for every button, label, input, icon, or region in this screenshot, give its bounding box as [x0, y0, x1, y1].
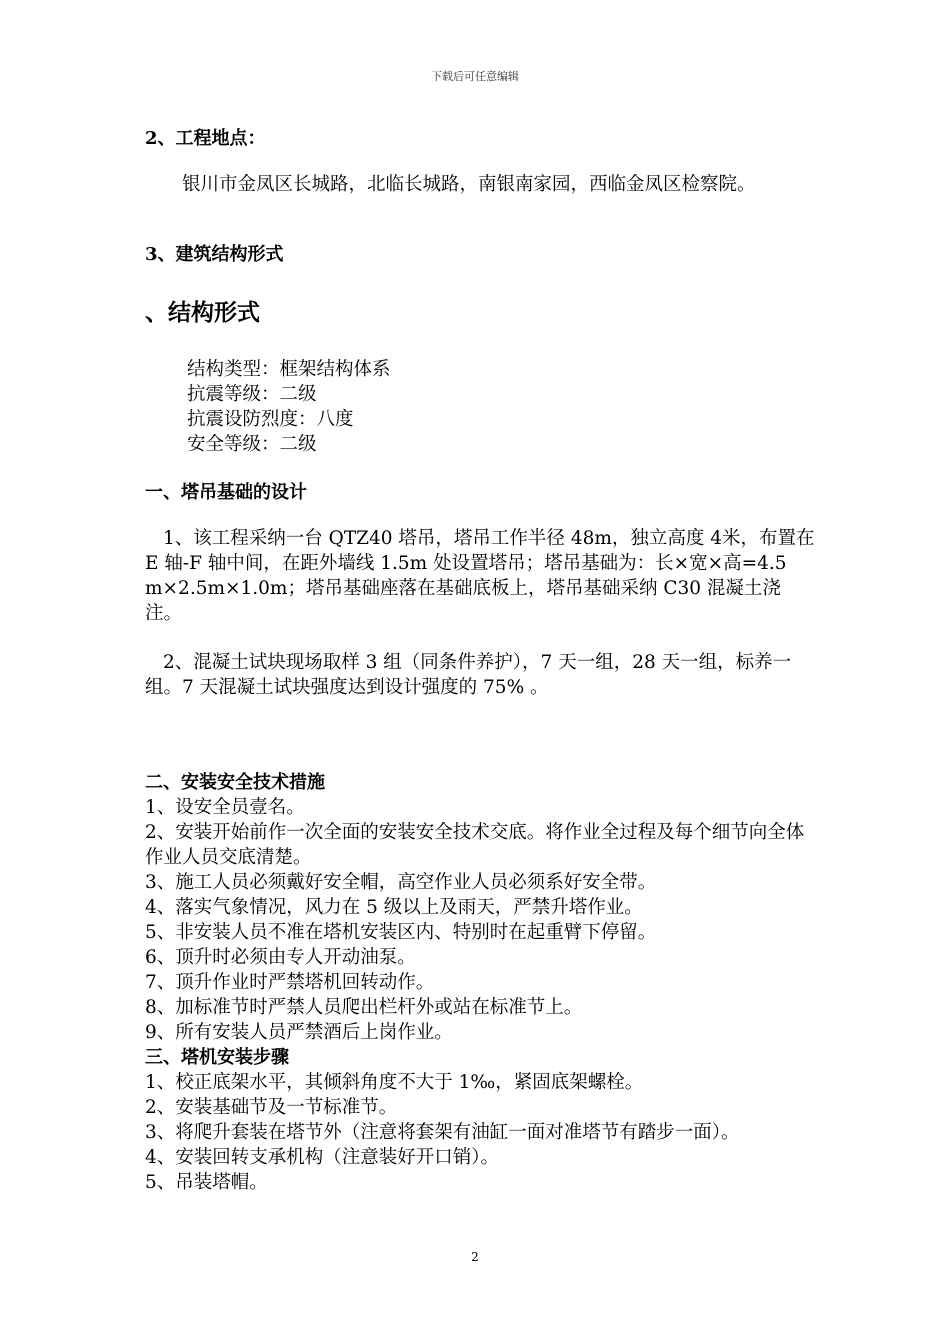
- steps-item: 4、安装回转支承机构（注意装好开口销）。: [145, 1147, 500, 1168]
- structure-item: 结构类型：框架结构体系: [187, 359, 391, 380]
- foundation-p2-block: [145, 650, 815, 700]
- structure-subheading: 、结构形式: [145, 299, 260, 326]
- safety-item: 1、设安全员壹名。: [145, 797, 305, 818]
- steps-item: 2、安装基础节及一节标准节。: [145, 1097, 398, 1118]
- safety-item: 2、安装开始前作一次全面的安装安全技术交底。将作业全过程及每个细节向全体作业人员交底清楚。: [145, 822, 805, 868]
- foundation-p1-block: [145, 526, 815, 626]
- location-heading: 2、工程地点：: [145, 128, 266, 149]
- page-number: 2: [471, 1250, 479, 1264]
- safety-item: 9、所有安装人员严禁酒后上岗作业。: [145, 1022, 453, 1043]
- safety-heading: 二、安装安全技术措施: [145, 772, 325, 793]
- steps-item: 1、校正底架水平，其倾斜角度不大于 1‰，紧固底架螺栓。: [145, 1072, 644, 1093]
- header-note: 下载后可任意编辑: [431, 70, 519, 83]
- foundation-paragraph-2: 2、混凝土试块现场取样 3 组（同条件养护），7 天一组，28 天一组，标养一组。7 天混凝土试块强度达到设计强度的 75% 。: [145, 652, 792, 698]
- steps-heading: 三、塔机安装步骤: [145, 1047, 289, 1068]
- location-text-block: [145, 172, 815, 197]
- structure-item: 抗震设防烈度：八度: [187, 409, 354, 430]
- safety-item: 8、加标准节时严禁人员爬出栏杆外或站在标准节上。: [145, 997, 583, 1018]
- location-section: [145, 126, 815, 151]
- safety-item: 7、顶升作业时严禁塔机回转动作。: [145, 972, 435, 993]
- foundation-paragraph-1: 1、该工程采纳一台 QTZ40 塔吊，塔吊工作半径 48m，独立高度 4米，布置在 E 轴-F 轴中间，在距外墙线 1.5m 处设置塔吊；塔吊基础为：长×宽×高=4.5 m×2.5m×1.0m；塔吊基础座落在基础底板上，塔吊基础采纳 C30 混凝土浇注。: [145, 528, 815, 624]
- structure-subsection: [145, 298, 815, 328]
- safety-item: 3、施工人员必须戴好安全帽，高空作业人员必须系好安全带。: [145, 872, 657, 893]
- structure-section: [145, 242, 815, 267]
- structure-item: 抗震等级：二级: [187, 384, 317, 405]
- structure-item: 安全等级：二级: [187, 434, 317, 455]
- safety-item: 4、落实气象情况，风力在 5 级以上及雨天，严禁升塔作业。: [145, 897, 643, 918]
- steps-item: 3、将爬升套装在塔节外（注意将套架有油缸一面对准塔节有踏步一面）。: [145, 1122, 740, 1143]
- foundation-section: [145, 480, 815, 505]
- structure-heading: 3、建筑结构形式: [145, 244, 284, 265]
- location-text: 银川市金凤区长城路，北临长城路，南银南家园，西临金凤区检察院。: [182, 174, 756, 195]
- structure-list: [145, 357, 857, 457]
- safety-item: 6、顶升时必须由专人开动油泵。: [145, 947, 416, 968]
- safety-section: [145, 770, 815, 1195]
- foundation-heading: 一、塔吊基础的设计: [145, 482, 307, 503]
- steps-item: 5、吊装塔帽。: [145, 1172, 268, 1193]
- safety-item: 5、非安装人员不准在塔机安装区内、特别时在起重臂下停留。: [145, 922, 657, 943]
